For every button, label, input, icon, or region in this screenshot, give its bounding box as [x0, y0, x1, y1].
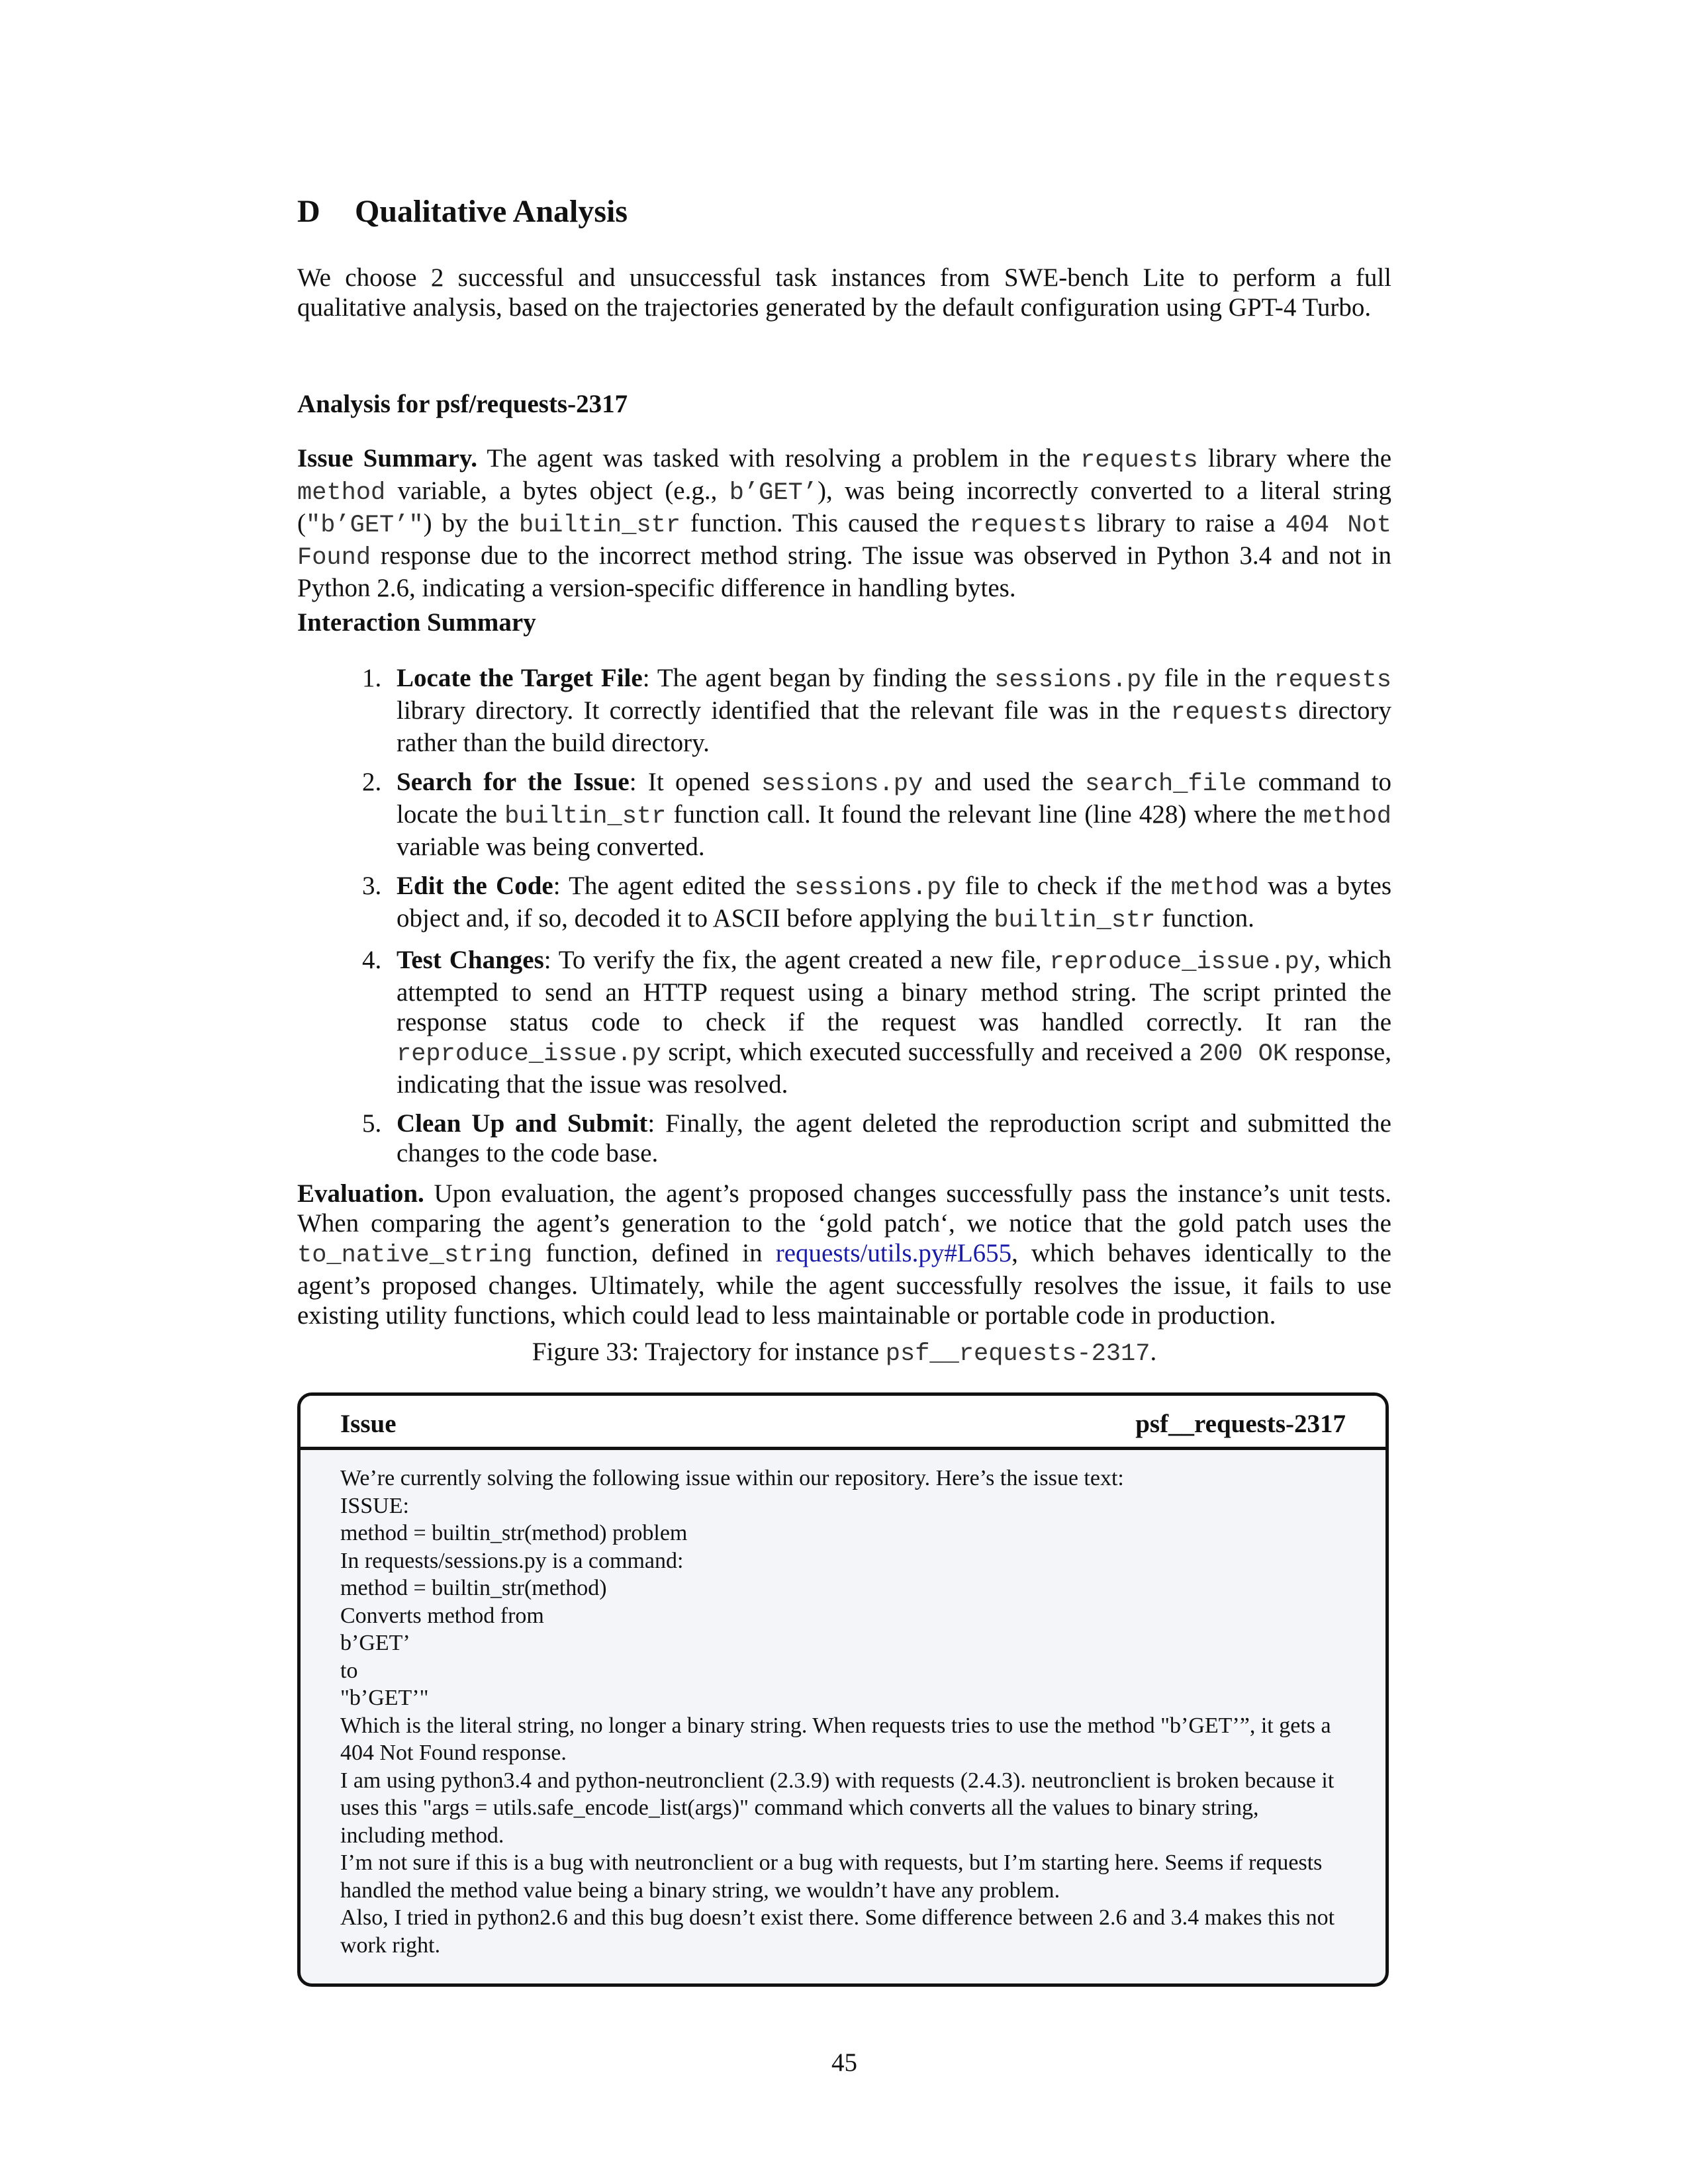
text-run: , which attempted to send an HTTP request using a binary method string. The script printed the response status code to check if the request was handled correctly. It ran the — [397, 946, 1391, 1036]
text-run: Upon evaluation, the agent’s proposed changes successfully pass the instance’s unit tests. When comparing the agent’s generation to the ‘gold patch‘, we notice that the gold patch uses the — [297, 1179, 1391, 1238]
inline-code: requests — [1274, 666, 1392, 694]
inline-code: sessions.py — [794, 874, 957, 902]
issue-line: We’re currently solving the following issue within our repository. Here’s the issue text: — [340, 1466, 1124, 1490]
list-marker: 3. — [362, 872, 382, 900]
inline-code: builtin_str — [994, 907, 1156, 934]
text-run: : It opened — [629, 768, 761, 796]
list-item — [297, 945, 1391, 1099]
text-run: variable, a bytes object (e.g., — [385, 477, 729, 505]
text-run: : The agent began by finding the — [642, 664, 995, 692]
inline-code: "b’GET’" — [306, 512, 424, 539]
issue-line: method = builtin_str(method) problem — [340, 1521, 688, 1545]
issue-line: I am using python3.4 and python-neutronclient (2.3.9) with requests (2.4.3). neutronclient is broken because it uses this "args = utils.safe_encode_list(args)" command which converts all the values to binary string, including method. — [340, 1768, 1335, 1848]
evaluation-paragraph — [297, 1179, 1391, 1330]
issue-line: Which is the literal string, no longer a binary string. When requests tries to use the method "b’GET’”, it gets a 404 Not Found response. — [340, 1713, 1331, 1765]
text-run: file in the — [1156, 664, 1274, 692]
inline-code: sessions.py — [994, 666, 1156, 694]
issue-line: I’m not sure if this is a bug with neutronclient or a bug with requests, but I’m starting here. Seems if requests handled the method value being a binary string, we wouldn’t have any problem. — [340, 1850, 1323, 1903]
issue-line: "b’GET’" — [340, 1686, 429, 1710]
text-run: script, which executed successfully and received a — [661, 1038, 1199, 1066]
issue-line: method = builtin_str(method) — [340, 1576, 607, 1600]
section-title: Qualitative Analysis — [355, 194, 628, 229]
list-marker: 1. — [362, 664, 382, 692]
inline-code: requests — [1170, 699, 1288, 727]
text-run: function call. It found the relevant line (line 428) where the — [666, 800, 1303, 829]
issue-line: to — [340, 1658, 358, 1683]
list-item — [297, 767, 1391, 862]
step-title: Search for the Issue — [397, 768, 630, 796]
text-run: ) by the — [423, 509, 519, 537]
step-title: Edit the Code — [397, 872, 553, 900]
list-marker: 4. — [362, 946, 382, 974]
section-number: D — [297, 194, 320, 229]
issue-line: ISSUE: — [340, 1493, 409, 1518]
text-run: file to check if the — [956, 872, 1171, 900]
caption-code: psf__requests-2317 — [885, 1340, 1150, 1368]
list-marker: 2. — [362, 768, 382, 796]
inline-code: to_native_string — [297, 1242, 533, 1269]
inline-code: requests — [1080, 447, 1198, 475]
issue-line: b’GET’ — [340, 1631, 410, 1655]
issue-box-body — [301, 1450, 1385, 1959]
inline-code: 200 OK — [1198, 1040, 1288, 1068]
text-run: function. — [1155, 904, 1254, 933]
inline-code: search_file — [1084, 770, 1247, 798]
inline-code: builtin_str — [504, 803, 667, 831]
inline-code: method — [1170, 874, 1259, 902]
caption-suffix: . — [1150, 1338, 1157, 1366]
inline-code: method — [297, 479, 386, 507]
issue-summary-paragraph — [297, 443, 1391, 603]
text-run: : To verify the fix, the agent created a new file, — [543, 946, 1050, 974]
inline-code: reproduce_issue.py — [397, 1040, 661, 1068]
text-run: and used the — [923, 768, 1085, 796]
issue-line: In requests/sessions.py is a command: — [340, 1548, 684, 1573]
text-run: directory rather than the build directory. — [397, 696, 1392, 757]
list-item — [297, 1109, 1391, 1168]
inline-code: method — [1303, 803, 1391, 831]
issue-box-title: Issue — [340, 1410, 397, 1438]
section-heading — [297, 193, 628, 230]
intro-paragraph: We choose 2 successful and unsuccessful task instances from SWE-bench Lite to perform a full qualitative analysis, based on the trajectories generated by the default configuration using GPT-4 Turbo. — [297, 263, 1391, 322]
figure-caption — [297, 1337, 1391, 1369]
list-item — [297, 871, 1391, 936]
text-run: variable was being converted. — [397, 833, 705, 861]
inline-code: requests — [969, 512, 1088, 539]
step-title: Test Changes — [397, 946, 544, 974]
text-run: The agent was tasked with resolving a problem in the — [477, 444, 1081, 473]
caption-text: Figure 33: Trajectory for instance — [532, 1338, 886, 1366]
text-run: : The agent edited the — [553, 872, 795, 900]
text-run: was a bytes object and, if so, decoded it to ASCII before applying the — [397, 872, 1392, 933]
issue-summary-label: Issue Summary. — [297, 444, 477, 473]
interaction-steps-list — [297, 663, 1391, 1177]
issue-box-header — [301, 1396, 1385, 1450]
utils-link[interactable]: requests/utils.py#L655 — [775, 1239, 1012, 1267]
page-number: 45 — [831, 2048, 857, 2077]
issue-box-instance-id: psf__requests-2317 — [1135, 1410, 1346, 1438]
text-run: response, indicating that the issue was resolved. — [397, 1038, 1391, 1099]
list-item — [297, 663, 1391, 758]
subsection-heading: Analysis for psf/requests-2317 — [297, 390, 628, 418]
step-title: Locate the Target File — [397, 664, 643, 692]
text-run: command to locate the — [397, 768, 1391, 829]
issue-line: Also, I tried in python2.6 and this bug doesn’t exist there. Some difference between 2.6 and 3.4 makes this not work right. — [340, 1905, 1335, 1958]
list-marker: 5. — [362, 1109, 382, 1138]
step-title: Clean Up and Submit — [397, 1109, 648, 1138]
text-run: library directory. It correctly identified that the relevant file was in the — [397, 696, 1171, 725]
text-run: response due to the incorrect method string. The issue was observed in Python 3.4 and not in Python 2.6, indicating a version-specific difference in handling bytes. — [297, 541, 1391, 602]
issue-box — [297, 1392, 1389, 1987]
inline-code: builtin_str — [518, 512, 681, 539]
text-run: function. This caused the — [680, 509, 970, 537]
text-run: : Finally, the agent deleted the reproduction script and submitted the changes to the code base. — [397, 1109, 1391, 1167]
text-run: library to raise a — [1087, 509, 1286, 537]
text-run: library where the — [1197, 444, 1391, 473]
evaluation-label: Evaluation. — [297, 1179, 424, 1208]
inline-code: reproduce_issue.py — [1049, 948, 1315, 976]
text-run: ), was being incorrectly converted to a literal string ( — [297, 477, 1391, 537]
inline-code: sessions.py — [761, 770, 923, 798]
inline-code: 404 Not Found — [297, 512, 1391, 572]
inline-code: b’GET’ — [729, 479, 818, 507]
text-run: , which behaves identically to the agent’s proposed changes. Ultimately, while the agent successfully resolves the issue, it fails to use existing utility functions, which could lead to less maintainable or portable code in production. — [297, 1239, 1391, 1330]
issue-line: Converts method from — [340, 1603, 544, 1628]
text-run: function, defined in — [532, 1239, 776, 1267]
interaction-summary-heading: Interaction Summary — [297, 608, 536, 637]
